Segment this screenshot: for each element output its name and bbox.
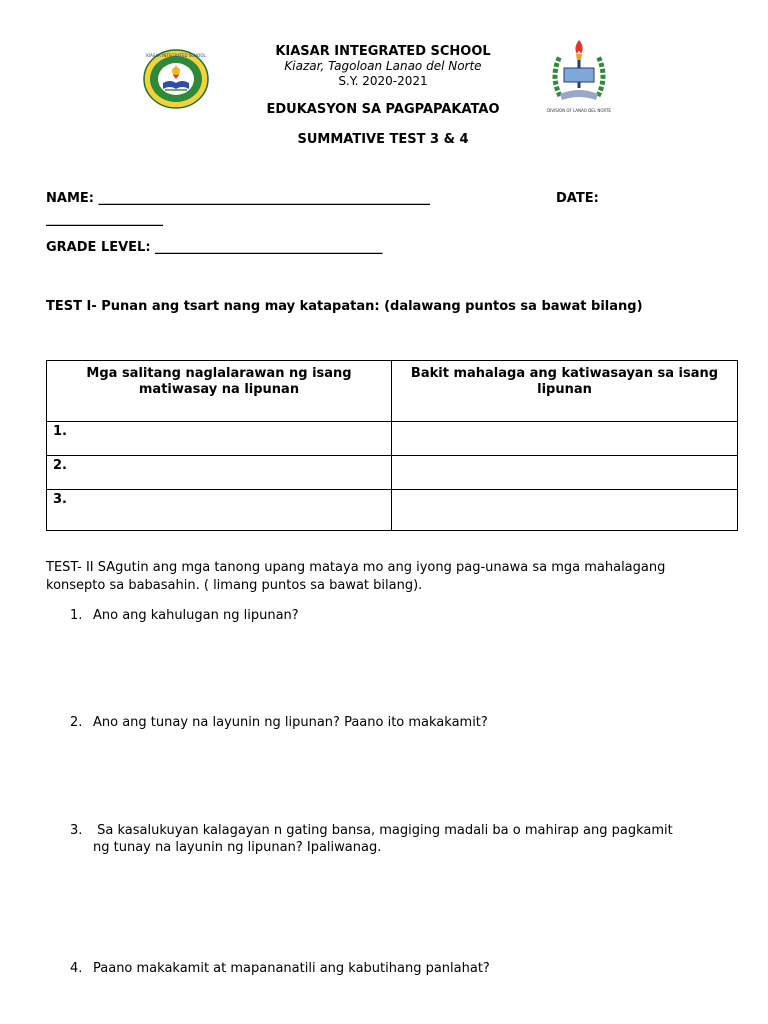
question-text: Paano makakamit at mapananatili ang kabutihang panlahat? [93, 961, 490, 976]
question-number: 4. [70, 961, 83, 976]
question-text: Ano ang tunay na layunin ng lipunan? Paano ito makakamit? [93, 715, 488, 730]
test2-instruction: TEST- II SAgutin ang mga tanong upang mataya mo ang iyong pag-unawa sa mga mahalagang konsepto sa babasahin. ( limang puntos sa bawat bilang). [46, 560, 666, 593]
col1-header: Mga salitang naglalarawan ng isang matiwasay na lipunan [47, 361, 392, 422]
row-number: 2. [47, 456, 392, 490]
school-year: S.Y. 2020-2021 [338, 74, 428, 88]
question-text: Sa kasalukuyan kalagayan n gating bansa, magiging madali ba o mahirap ang pagkamit ng tunay na layunin ng lipunan? Ipaliwanag. [93, 823, 677, 855]
svg-text:DIVISION OF LANAO DEL NORTE: DIVISION OF LANAO DEL NORTE [547, 108, 611, 113]
table-row [47, 456, 738, 490]
grade-level-field: GRADE LEVEL: ___________________________________ [46, 240, 383, 255]
svg-text:KIASAR INTEGRATED SCHOOL: KIASAR INTEGRATED SCHOOL [146, 53, 206, 58]
answer-cell [392, 456, 738, 490]
question-number: 3. [70, 823, 83, 838]
question-2 [70, 714, 690, 731]
question-4 [70, 960, 690, 977]
division-logo [546, 36, 612, 116]
name-field: NAME: ___________________________________________________ [46, 191, 430, 206]
subject-title: EDUKASYON SA PAGPAPAKATAO [266, 102, 500, 117]
question-text: Ano ang kahulugan ng lipunan? [93, 608, 299, 623]
answer-cell [392, 490, 738, 531]
row-number: 3. [47, 490, 392, 531]
col2-header: Bakit mahalaga ang katiwasayan sa isang lipunan [392, 361, 738, 422]
question-1 [70, 607, 690, 624]
test1-instruction: TEST I- Punan ang tsart nang may katapatan: (dalawang puntos sa bawat bilang) [46, 299, 643, 314]
table-row [47, 490, 738, 531]
test1-table [46, 360, 738, 531]
test-title: SUMMATIVE TEST 3 & 4 [297, 132, 469, 147]
answer-cell [392, 422, 738, 456]
table-header-row [47, 361, 738, 422]
school-address: Kiazar, Tagoloan Lanao del Norte [284, 59, 482, 73]
question-number: 2. [70, 715, 83, 730]
row-number: 1. [47, 422, 392, 456]
question-number: 1. [70, 608, 83, 623]
school-name: KIASAR INTEGRATED SCHOOL [275, 44, 491, 59]
table-row [47, 422, 738, 456]
date-line: __________________ [46, 212, 163, 227]
school-logo [143, 49, 209, 109]
date-label: DATE: [556, 191, 599, 206]
question-3 [70, 822, 690, 856]
